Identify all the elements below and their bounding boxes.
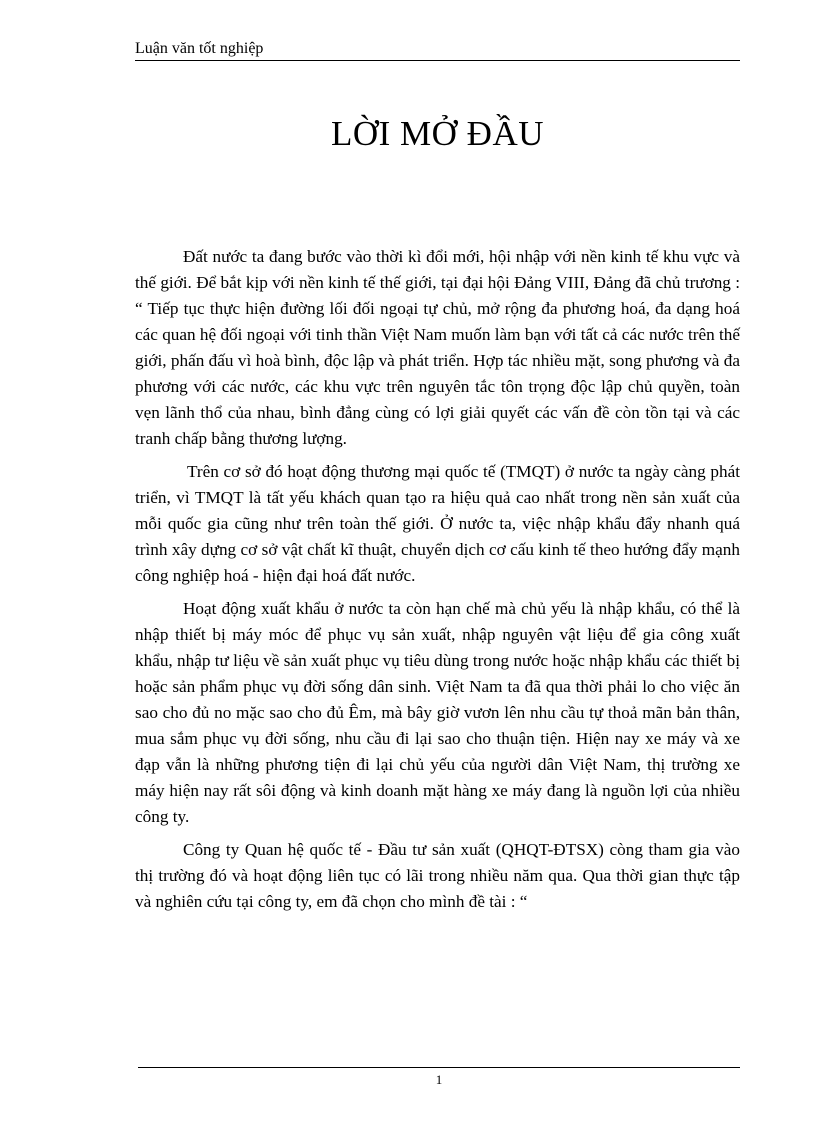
page-header (135, 38, 740, 61)
running-title: Luận văn tốt nghiệp (135, 40, 264, 57)
page-number: 1 (435, 1072, 443, 1087)
body-text (135, 244, 740, 922)
paragraph-1: Đất nước ta đang bước vào thời kì đổi mới, hội nhập với nền kinh tế khu vực và thế giới. Để bắt kịp với nền kinh tế thế giới, tại đại hội Đảng VIII, Đảng đã chủ trương : “ Tiếp tục thực hiện đường lối đối ngoại tự chủ, mở rộng đa phương hoá, đa dạng hoá các quan hệ đối ngoại với tinh thần Việt Nam muốn làm bạn với tất cả các nước trên thế giới, phấn đấu vì hoà bình, độc lập và phát triển. Hợp tác nhiều mặt, song phương và đa phương với các nước, các khu vực trên nguyên tắc tôn trọng độc lập chủ quyền, toàn vẹn lãnh thổ của nhau, bình đẳng cùng có lợi giải quyết các vấn đề còn tồn tại và các tranh chấp bằng thương lượng. (135, 247, 740, 448)
paragraph-3: Hoạt động xuất khẩu ở nước ta còn hạn chế mà chủ yếu là nhập khẩu, có thể là nhập thiết bị máy móc để phục vụ sản xuất, nhập nguyên vật liệu để gia công xuất khẩu, nhập tư liệu về sản xuất phục vụ tiêu dùng trong nước hoặc nhập khẩu các thiết bị hoặc sản phẩm phục vụ đời sống dân sinh. Việt Nam ta đã qua thời phải lo cho việc ăn sao cho đủ no mặc sao cho đủ Êm, mà bây giờ vươn lên nhu cầu tự thoả mãn bản thân, mua sắm phục vụ đời sống, nhu cầu đi lại sao cho thuận tiện. Hiện nay xe máy và xe đạp vẫn là những phương tiện đi lại chủ yếu của người dân Việt Nam, thị trường xe máy hiện nay rất sôi động và kinh doanh mặt hàng xe máy đang là nguồn lợi của nhiều công ty. (135, 599, 740, 826)
paragraph-4: Công ty Quan hệ quốc tế - Đầu tư sản xuất (QHQT-ĐTSX) còng tham gia vào thị trường đó và hoạt động liên tục có lãi trong nhiều năm qua. Qua thời gian thực tập và nghiên cứu tại công ty, em đã chọn cho mình đề tài : “ (135, 840, 740, 911)
footer-divider (138, 1067, 740, 1068)
paragraph-2: Trên cơ sở đó hoạt động thương mại quốc tế (TMQT) ở nước ta ngày càng phát triển, vì TMQT là tất yếu khách quan tạo ra hiệu quả cao nhất trong nền sản xuất của mỗi quốc gia cũng như trên toàn thế giới. Ở nước ta, việc nhập khẩu đẩy nhanh quá trình xây dựng cơ sở vật chất kĩ thuật, chuyển dịch cơ cấu kinh tế theo hướng đẩy mạnh công nghiệp hoá - hiện đại hoá đất nước. (135, 462, 740, 585)
document-title: LỜI MỞ ĐẦU (330, 114, 545, 153)
